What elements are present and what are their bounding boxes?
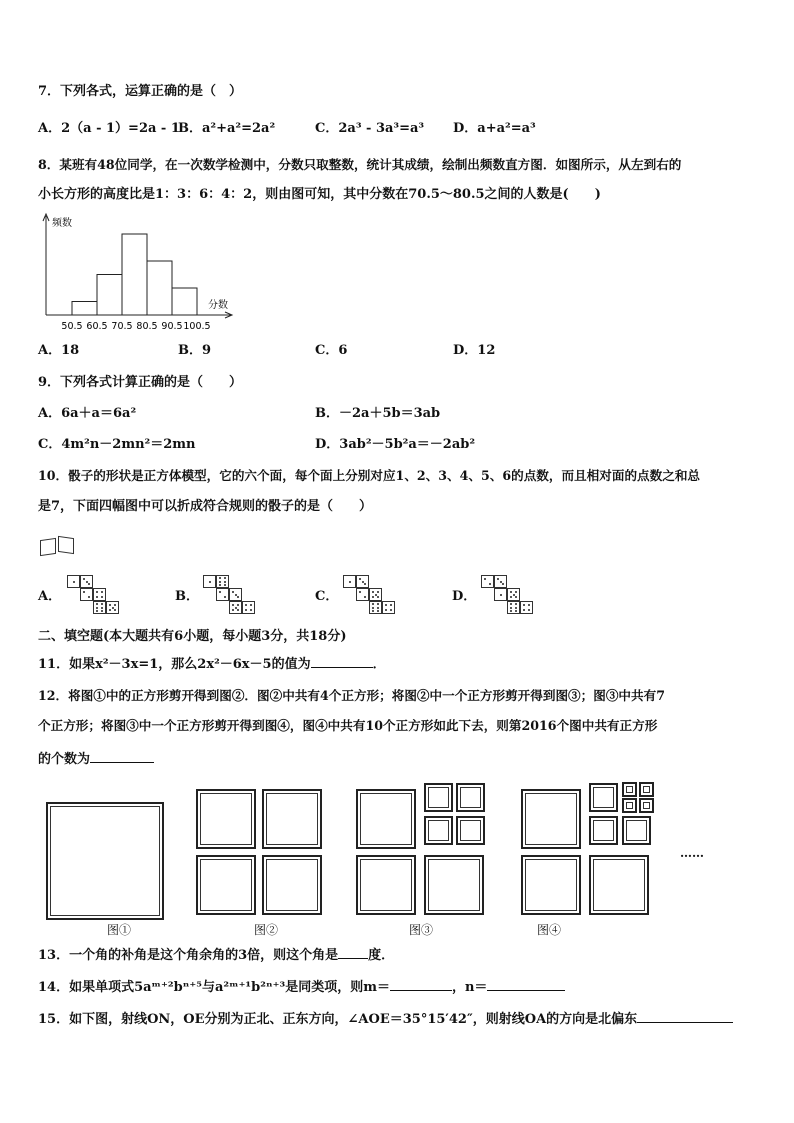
die-face [216,575,229,588]
q11-answer-blank[interactable] [311,655,373,668]
pip [232,604,234,606]
pip [528,604,530,606]
x-tick-label: 90.5 [161,321,183,332]
q7-option-b: B．a²+a²=2a² [178,121,276,136]
q10-option-d: D． [452,589,477,604]
pip [390,604,392,606]
die-face [242,601,255,614]
dice-icon [40,535,84,555]
square [424,783,453,812]
die-face [203,575,216,588]
q15-line [38,1010,733,1028]
pip [96,603,98,605]
pip [372,596,374,598]
square [521,789,581,849]
square [589,855,649,915]
square [196,855,256,915]
pip [372,607,374,609]
die-face [494,575,507,588]
die-face [93,601,106,614]
square [521,855,581,915]
pip [510,607,512,609]
pip [500,594,502,596]
q10-option-a: A． [38,589,62,604]
pip [372,591,374,593]
square [356,789,416,849]
q11-end: ． [372,657,386,672]
q8-option-c: C．6 [315,343,348,358]
pip [515,603,517,605]
die-face [229,601,242,614]
histogram-bar [122,234,147,315]
figure-3-label: 图③ [409,923,434,937]
pip [359,578,361,580]
q8-stem-line1: 8．某班有48位同学，在一次数学检测中，分数只取整数，统计其成绩，绘制出频数直方图．如图所示，从左到右的 [38,157,682,172]
pip [88,596,90,598]
pip [237,604,239,606]
pip [359,591,361,593]
q9-option-c: C．4m²n－2mn²＝2mn [38,437,196,452]
pip [377,607,379,609]
figure-2-label: 图② [254,923,279,937]
q14-n-blank[interactable] [487,978,565,991]
q9-option-b: B．－2a＋5b＝3ab [315,406,441,421]
q7-option-d: D．a+a²=a³ [453,121,536,136]
die-face [481,575,494,588]
pip [377,591,379,593]
square [424,816,453,845]
pip [484,578,486,580]
pip [502,583,504,585]
die-face [67,575,80,588]
q10-option-c: C． [315,589,339,604]
pip [219,581,221,583]
q14-line [38,978,565,996]
pip [362,581,364,583]
pip [364,583,366,585]
pip [385,609,387,611]
square [196,789,256,849]
square [262,789,322,849]
pip [109,604,111,606]
pip [235,594,237,596]
pip [489,583,491,585]
pip [73,581,75,583]
pip [237,609,239,611]
pip [96,607,98,609]
pip [513,594,515,596]
dice-net-d [481,575,541,619]
die-face [507,601,520,614]
q14-mid: ，n＝ [451,980,488,995]
pip [349,581,351,583]
pip [375,594,377,596]
square [622,798,637,813]
q8-stem-line2: 小长方形的高度比是1：3：6：4：2，则由图可知，其中分数在70.5～80.5之间的人数是( ) [38,187,601,202]
die-face [216,588,229,601]
square [622,782,637,797]
die-face [382,601,395,614]
q12-line3 [38,750,154,768]
histogram-bar [172,288,197,315]
pip [101,596,103,598]
q11-stem: 11．如果x²－3x=1，那么2x²－6x－5的值为 [38,657,311,672]
square [456,783,485,812]
dice-net-c [343,575,403,619]
histogram-xlabel: 分数 [208,300,228,311]
q13-line [38,946,394,964]
square [589,783,618,812]
pip [224,577,226,579]
pip [86,581,88,583]
frequency-histogram [36,212,236,334]
pip [510,610,512,612]
pip [83,591,85,593]
q10-stem-line1: 10．骰子的形状是正方体模型，它的六个面，每个面上分别对应1、2、3、4、5、6的点数，而且相对面的点数之和总 [38,468,701,483]
pip [523,604,525,606]
pip [390,609,392,611]
pip [224,581,226,583]
q14-m-blank[interactable] [390,978,452,991]
pip [96,591,98,593]
die-face [106,601,119,614]
die-face [80,575,93,588]
q15-answer-blank[interactable] [637,1010,733,1023]
pip [237,596,239,598]
figure-1-square [46,802,164,920]
pip [510,596,512,598]
square [456,816,485,845]
pip [232,609,234,611]
q7-option-a: A．2（a - 1）=2a - 1 [38,121,180,136]
pip [224,596,226,598]
pip [515,596,517,598]
x-tick-label: 50.5 [61,321,83,332]
square [262,855,322,915]
histogram-bar [72,302,97,316]
pip [510,603,512,605]
pip [250,604,252,606]
q8-option-d: D．12 [453,343,496,358]
pip [515,610,517,612]
pip [101,603,103,605]
histogram-bar [147,261,172,315]
pip [109,609,111,611]
die-face [369,601,382,614]
q10-stem-line2: 是7，下面四幅图中可以折成符合规则的骰子的是（ ） [38,499,373,514]
q12-stem-line1: 12．将图①中的正方形剪开得到图②．图②中共有4个正方形；将图②中一个正方形剪开得到图③；图③中共有7 [38,688,665,703]
q12-stem-line2: 个正方形；将图③中一个正方形剪开得到图④，图④中共有10个正方形如此下去，则第2016个图中共有正方形 [38,718,658,733]
square [424,855,484,915]
q12-answer-blank[interactable] [90,750,154,763]
pip [245,609,247,611]
die-face [369,588,382,601]
pip [515,607,517,609]
q12-stem-line3: 的个数为 [38,752,91,767]
q7-option-c: C．2a³ - 3a³=a³ [315,121,425,136]
pip [245,604,247,606]
die-face [520,601,533,614]
die-face [494,588,507,601]
die-face [80,588,93,601]
pip [83,578,85,580]
pip [219,591,221,593]
pip [523,609,525,611]
pip [515,591,517,593]
pip [112,607,114,609]
square [639,798,654,813]
q13-answer-blank[interactable] [338,946,368,959]
square [589,816,618,845]
pip [232,591,234,593]
pip [96,596,98,598]
pip [377,603,379,605]
q8-option-b: B．9 [178,343,212,358]
q8-option-a: A．18 [38,343,80,358]
section-2-heading: 二、填空题(本大题共有6小题，每小题3分，共18分) [38,629,347,644]
pip [372,603,374,605]
histogram-ylabel: 频数 [52,218,72,229]
pip [497,578,499,580]
pip [372,610,374,612]
q13-stem: 13．一个角的补角是这个角余角的3倍，则这个角是 [38,948,339,963]
pip [510,591,512,593]
pip [500,581,502,583]
figure-4-label: 图④ [537,923,562,937]
die-face [356,575,369,588]
q7-stem: 7．下列各式，运算正确的是（ ） [38,84,243,99]
pip [385,604,387,606]
die-face [343,575,356,588]
pip [528,609,530,611]
pip [114,609,116,611]
pip [101,610,103,612]
histogram-bar [97,275,122,316]
q13-end: 度． [368,948,395,963]
figure-1-label: 图① [107,923,132,937]
dice-net-b [203,575,263,619]
pip [101,591,103,593]
x-tick-label: 80.5 [136,321,158,332]
q14-stem: 14．如果单项式5aᵐ⁺²bⁿ⁺⁵与a²ᵐ⁺¹b²ⁿ⁺³是同类项，则m＝ [38,980,390,995]
pip [364,596,366,598]
square [639,782,654,797]
square [622,816,651,845]
q9-option-d: D．3ab²－5b²a＝－2ab² [315,437,476,452]
q11-line [38,655,386,673]
pip [101,607,103,609]
figure-ellipsis: …… [680,846,704,860]
pip [235,607,237,609]
square [356,855,416,915]
pip [219,584,221,586]
pip [96,610,98,612]
pip [114,604,116,606]
die-face [229,588,242,601]
x-tick-label: 100.5 [183,321,211,332]
x-tick-label: 70.5 [111,321,133,332]
pip [219,577,221,579]
q15-stem: 15．如下图，射线ON，OE分别为正北、正东方向，∠AOE＝35°15′42″，则射线OA的方向是北偏东 [38,1012,638,1027]
q9-stem: 9．下列各式计算正确的是（ ） [38,375,243,390]
q9-option-a: A．6a＋a＝6a² [38,406,137,421]
dice-net-a [67,575,127,619]
x-tick-label: 60.5 [86,321,108,332]
pip [377,596,379,598]
die-face [93,588,106,601]
pip [377,610,379,612]
pip [88,583,90,585]
die-face [356,588,369,601]
pip [224,584,226,586]
pip [209,581,211,583]
pip [250,609,252,611]
die-face [507,588,520,601]
q10-option-b: B． [175,589,199,604]
